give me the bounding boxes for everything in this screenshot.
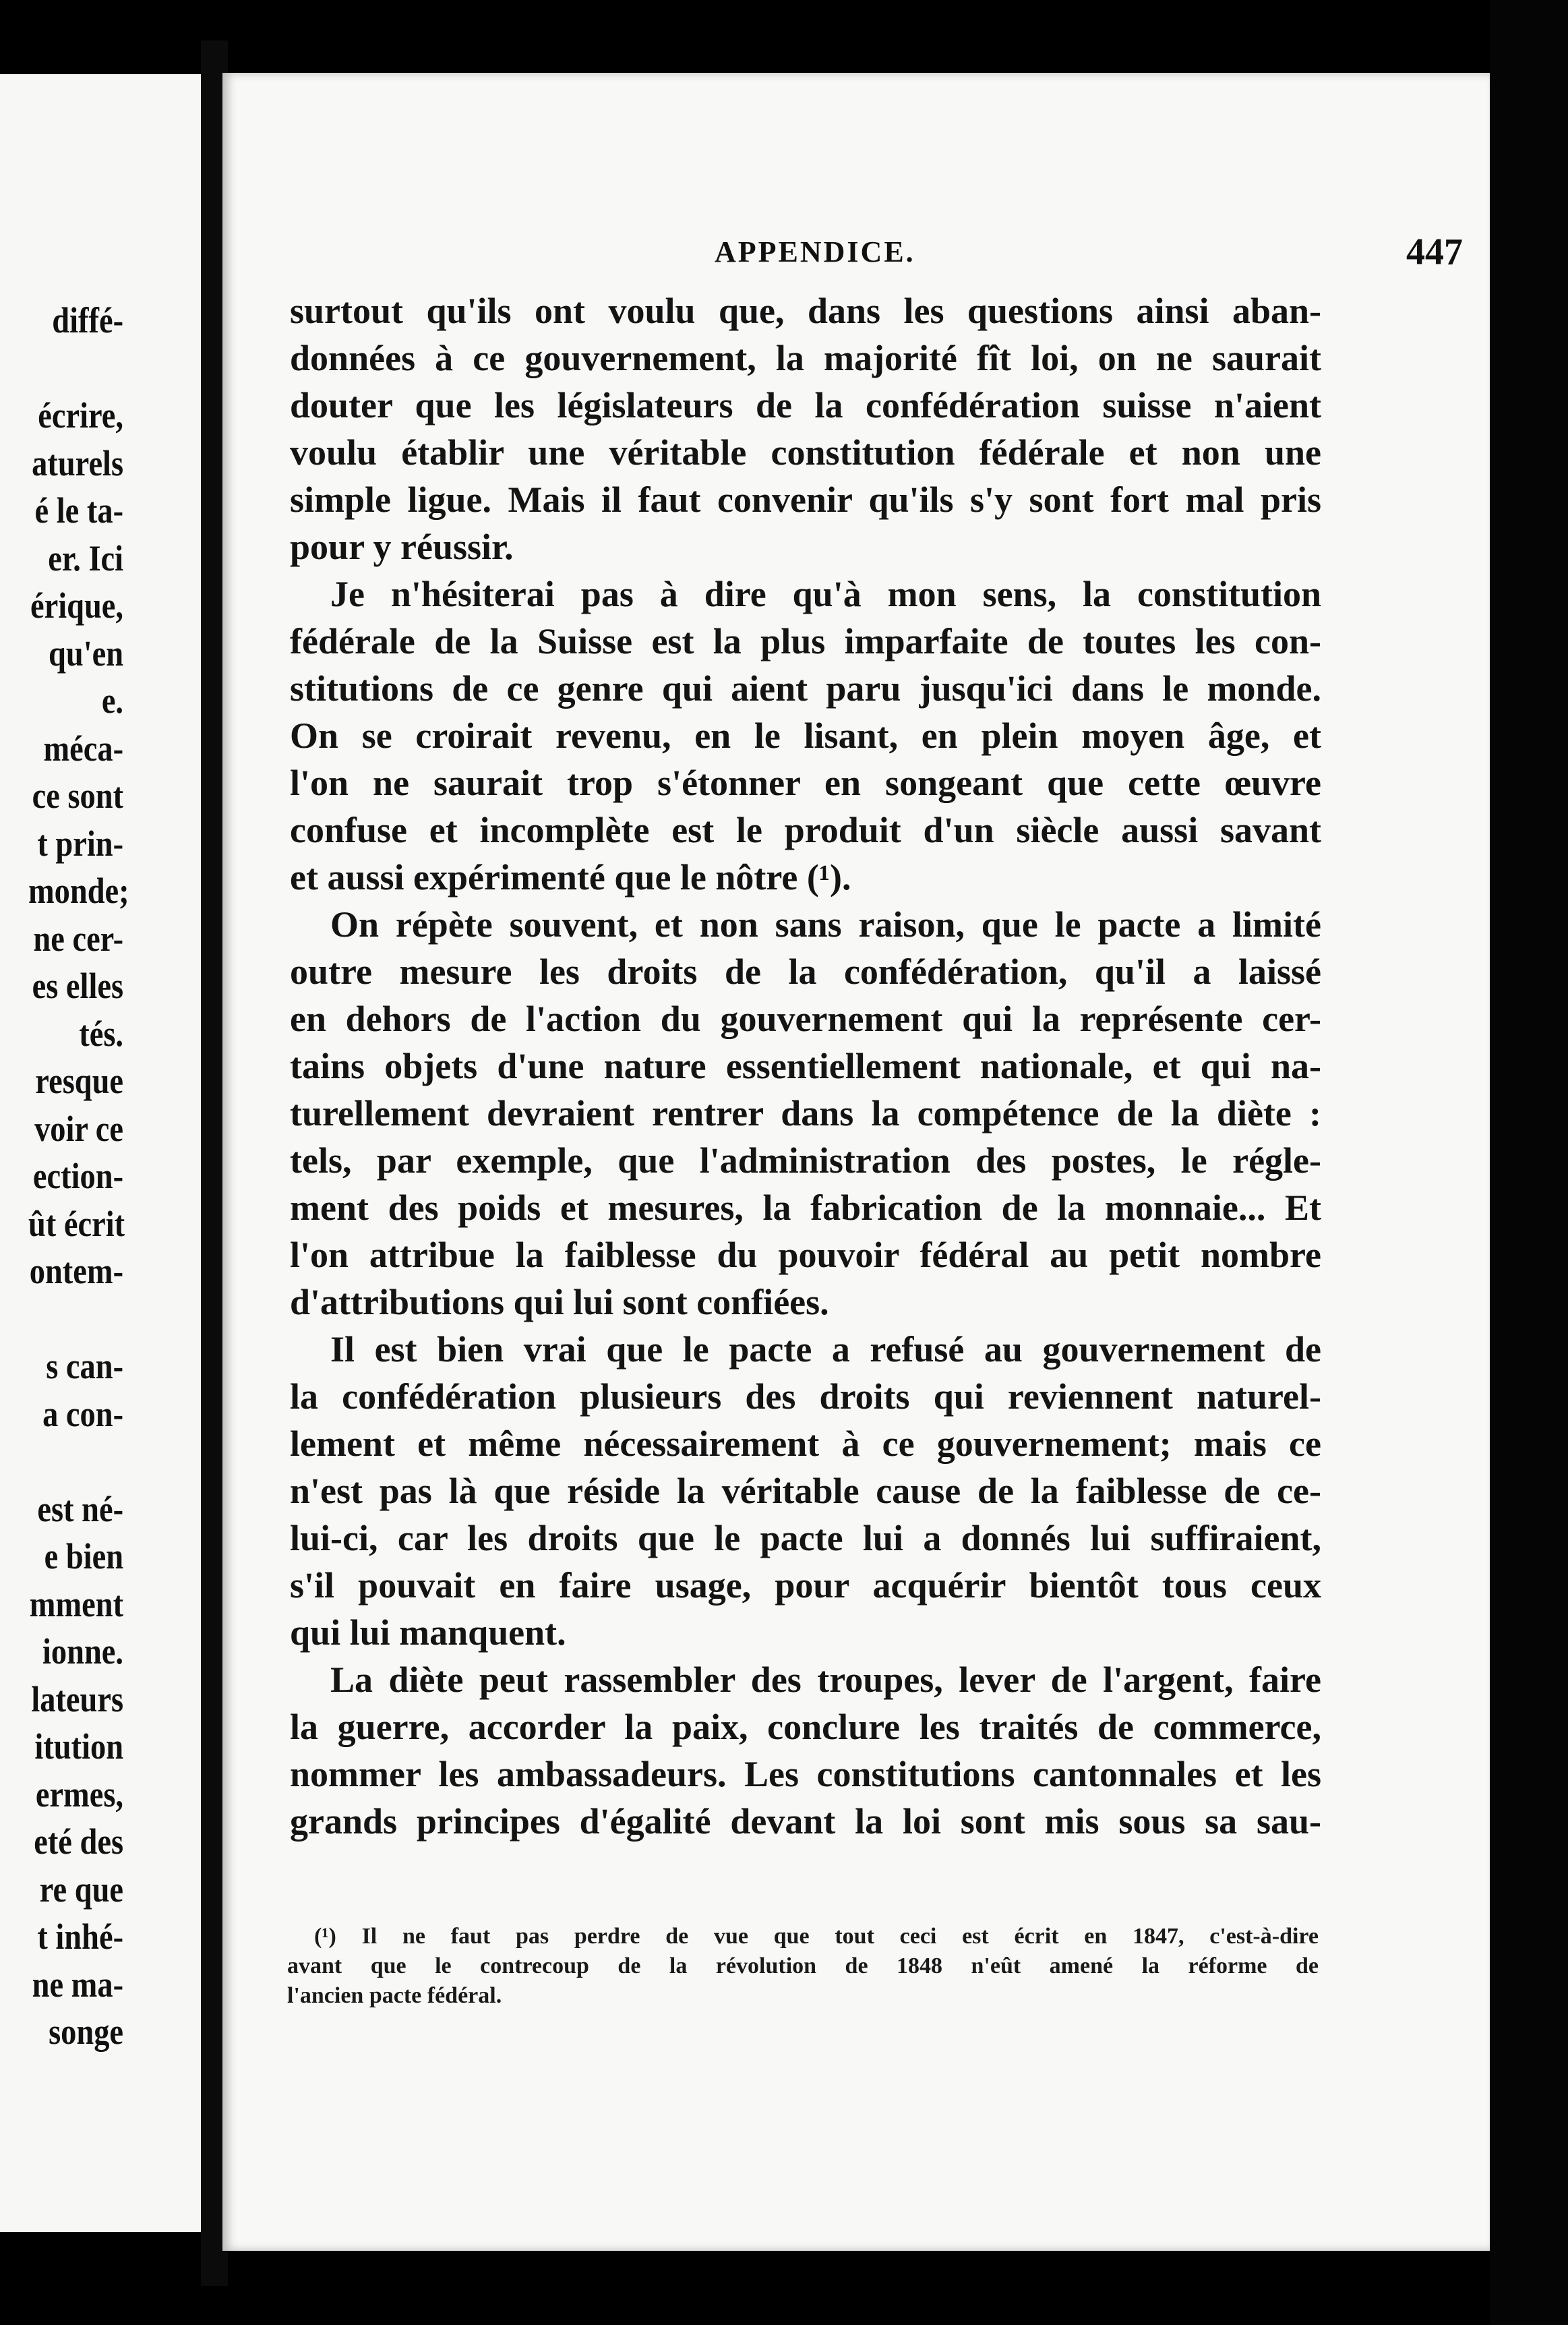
left-line: érique, — [30, 585, 124, 626]
text-line: d'attributions qui lui sont confiées. — [290, 1282, 829, 1322]
text-line: qui lui manquent. — [290, 1612, 566, 1653]
left-line: t inhé- — [37, 1916, 124, 1957]
text-line: l'on ne saurait trop s'étonner en songeant que cette œuvre — [290, 763, 1321, 803]
text-line: grands principes d'égalité devant la loi sont mis sous sa sau- — [290, 1801, 1321, 1842]
text-line: surtout qu'ils ont voulu que, dans les questions ainsi aban- — [290, 291, 1321, 331]
text-line: simple ligue. Mais il faut convenir qu'ils s'y sont fort mal pris — [290, 479, 1321, 520]
left-line: ionne. — [42, 1631, 124, 1672]
left-line: méca- — [43, 728, 124, 769]
text-line: confuse et incomplète est le produit d'un siècle aussi savant — [290, 810, 1321, 850]
body-text — [290, 287, 1321, 1845]
left-line: est né- — [37, 1488, 124, 1529]
text-line: l'on attribue la faiblesse du pouvoir fédéral au petit nombre — [290, 1235, 1321, 1275]
page-447 — [222, 73, 1490, 2251]
left-line: voir ce — [34, 1108, 124, 1149]
text-line: nommer les ambassadeurs. Les constitutions cantonnales et les — [290, 1754, 1321, 1794]
text-line: tels, par exemple, que l'administration des postes, le régle- — [290, 1140, 1321, 1181]
left-line: s can- — [46, 1346, 124, 1386]
text-line: et aussi expérimenté que le nôtre (¹). — [290, 857, 851, 897]
text-line: la guerre, accorder la paix, conclure les traités de commerce, — [290, 1707, 1321, 1747]
left-line: écrire, — [38, 395, 124, 436]
text-line: lui-ci, car les droits que le pacte lui a donnés lui suffiraient, — [290, 1518, 1321, 1558]
left-line: e bien — [44, 1536, 124, 1577]
text-line: Il est bien vrai que le pacte a refusé au gouvernement de — [330, 1329, 1321, 1370]
left-line: eté des — [34, 1821, 124, 1862]
left-line: tés. — [79, 1013, 124, 1054]
left-line: ce sont — [32, 775, 124, 816]
text-line: voulu établir une véritable constitution fédérale et non une — [290, 432, 1321, 473]
footnote — [287, 1922, 1319, 2011]
text-line: s'il pouvait en faire usage, pour acquérir bientôt tous ceux — [290, 1565, 1321, 1606]
text-line: données à ce gouvernement, la majorité fît loi, on ne saurait — [290, 338, 1321, 378]
left-line — [28, 1295, 201, 1343]
left-line: ût écrit — [28, 1203, 125, 1244]
running-head — [222, 231, 1490, 282]
left-line: ontem- — [29, 1251, 124, 1291]
text-line: tains objets d'une nature essentiellement nationale, et qui na- — [290, 1046, 1321, 1086]
text-line: fédérale de la Suisse est la plus imparfaite de toutes les con- — [290, 621, 1321, 661]
text-line: douter que les législateurs de la confédération suisse n'aient — [290, 385, 1321, 425]
text-line: outre mesure les droits de la confédération, qu'il a laissé — [290, 951, 1321, 992]
left-line — [28, 1438, 201, 1485]
left-line: es elles — [32, 966, 124, 1006]
left-line: re que — [39, 1868, 124, 1910]
text-line: n'est pas là que réside la véritable cause de la faiblesse de ce- — [290, 1471, 1321, 1511]
text-line: pour y réussir. — [290, 527, 514, 567]
left-line: qu'en — [49, 632, 124, 674]
left-line: ne cer- — [33, 918, 124, 959]
text-line: lement et même nécessairement à ce gouvernement; mais ce — [290, 1423, 1321, 1464]
left-line: e. — [101, 680, 124, 721]
left-line: diffé- — [52, 300, 124, 341]
text-line: On se croirait revenu, en le lisant, en plein moyen âge, et — [290, 715, 1321, 756]
left-line: itution — [34, 1726, 124, 1767]
text-line: Je n'hésiterai pas à dire qu'à mon sens, la constitution — [330, 574, 1321, 614]
left-line: a con- — [42, 1393, 124, 1434]
left-line: er. Ici — [48, 537, 124, 579]
text-line: On répète souvent, et non sans raison, que le pacte a limité — [330, 904, 1321, 945]
left-line: ne ma- — [32, 1964, 124, 2005]
text-line: en dehors de l'action du gouvernement qui la représente cer- — [290, 999, 1321, 1039]
left-line: é le ta- — [34, 490, 124, 531]
text-line: stitutions de ce genre qui aient paru jusqu'ici dans le monde. — [290, 668, 1321, 709]
page-number: 447 — [1406, 231, 1463, 273]
previous-page-text — [0, 297, 201, 2056]
previous-page-fragment — [0, 74, 201, 2232]
left-line: mment — [29, 1583, 124, 1624]
left-line: aturels — [32, 442, 124, 483]
left-line: t prin- — [37, 823, 124, 864]
left-line: ermes, — [35, 1773, 124, 1815]
left-line: resque — [35, 1061, 124, 1101]
text-line: La diète peut rassembler des troupes, lever de l'argent, faire — [330, 1659, 1321, 1700]
running-title: APPENDICE. — [715, 235, 915, 268]
footnote-line: avant que le contrecoup de la révolution de 1848 n'eût amené la réforme de — [287, 1953, 1319, 1978]
footnote-line: (¹) Il ne faut pas perdre de vue que tout ceci est écrit en 1847, c'est-à-dire — [314, 1924, 1319, 1949]
text-line: ment des poids et mesures, la fabrication de la monnaie... Et — [290, 1187, 1321, 1228]
text-line: la confédération plusieurs des droits qui reviennent naturel- — [290, 1376, 1321, 1417]
left-line: monde; — [28, 871, 129, 911]
left-line — [28, 345, 201, 392]
left-line: songe — [49, 2011, 124, 2052]
text-line: turellement devraient rentrer dans la compétence de la diète : — [290, 1093, 1321, 1134]
left-line: ection- — [32, 1156, 124, 1196]
footnote-line: l'ancien pacte fédéral. — [287, 1983, 502, 2008]
left-line: lateurs — [31, 1678, 124, 1719]
scan-edge — [1490, 0, 1568, 2325]
